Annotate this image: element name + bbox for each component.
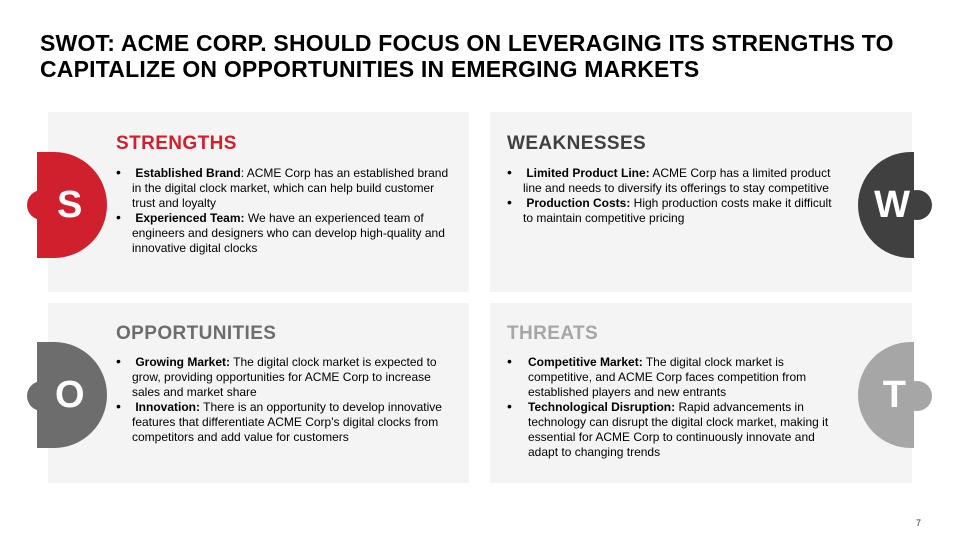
list-item: [507, 196, 837, 226]
item-title: Established Brand: [135, 166, 241, 180]
bullet-icon: •: [507, 398, 512, 414]
item-title: Production Costs:: [526, 196, 631, 210]
item-text: Rapid advancements in technology can disrupt the digital clock market, making it essential for ACME Corp to continuously innovate and adapt to changing trends: [528, 400, 829, 459]
list-item: [116, 211, 456, 256]
threats-list: [507, 355, 842, 460]
item-title: Growing Market:: [135, 355, 231, 369]
item-text: The digital clock market is expected to grow, providing opportunities for ACME Corp to increase sales and market share: [132, 355, 437, 399]
opportunities-list: [116, 355, 456, 445]
w-letter: W: [874, 183, 910, 226]
bullet-icon: •: [116, 164, 121, 180]
t-letter: T: [882, 373, 906, 416]
bullet-icon: •: [507, 194, 512, 210]
item-title: Limited Product Line:: [526, 166, 650, 180]
item-text: : ACME Corp has an established brand in the digital clock market, which can help build customer trust and loyalty: [132, 166, 449, 210]
weaknesses-card: [490, 112, 912, 292]
bullet-icon: •: [116, 353, 121, 369]
item-text: The digital clock market is competitive, and ACME Corp faces competition from established players and new entrants: [528, 355, 807, 399]
bullet-icon: •: [116, 209, 121, 225]
list-item: [507, 355, 842, 400]
opportunities-heading: OPPORTUNITIES: [116, 323, 277, 344]
bullet-icon: •: [507, 164, 512, 180]
item-text: High production costs make it difficult to maintain competitive pricing: [523, 196, 832, 225]
strengths-heading: STRENGTHS: [116, 133, 237, 154]
slide-title: SWOT: ACME CORP. SHOULD FOCUS ON LEVERAGING ITS STRENGTHS TO CAPITALIZE ON OPPORTUNITIES IN EMERGING MARKETS: [40, 30, 894, 82]
list-item: [116, 355, 456, 400]
item-text: There is an opportunity to develop innovative features that differentiate ACME Corp's digital clocks from competitors and add value for customers: [132, 400, 442, 444]
item-title: Innovation:: [135, 400, 201, 414]
weaknesses-heading: WEAKNESSES: [507, 133, 647, 154]
item-text: We have an experienced team of engineers and designers who can develop high-quality and innovative digital clocks: [132, 211, 445, 255]
o-letter: O: [55, 373, 85, 416]
list-item: [507, 166, 837, 196]
list-item: [507, 400, 842, 460]
weaknesses-list: [507, 166, 837, 226]
bullet-icon: •: [116, 398, 121, 414]
item-title: Competitive Market:: [528, 355, 643, 369]
list-item: [116, 400, 456, 445]
list-item: [116, 166, 456, 211]
item-title: Experienced Team:: [135, 211, 245, 225]
page-number: 7: [915, 518, 921, 528]
opportunities-card: [48, 303, 469, 483]
strengths-card: [48, 112, 469, 292]
item-text: ACME Corp has a limited product line and needs to diversify its offerings to stay competitive: [523, 166, 831, 195]
bullet-icon: •: [507, 353, 512, 369]
threats-card: [490, 303, 912, 483]
strengths-list: [116, 166, 456, 256]
item-title: Technological Disruption:: [528, 400, 676, 414]
threats-heading: THREATS: [507, 323, 599, 344]
s-letter: S: [57, 183, 83, 226]
